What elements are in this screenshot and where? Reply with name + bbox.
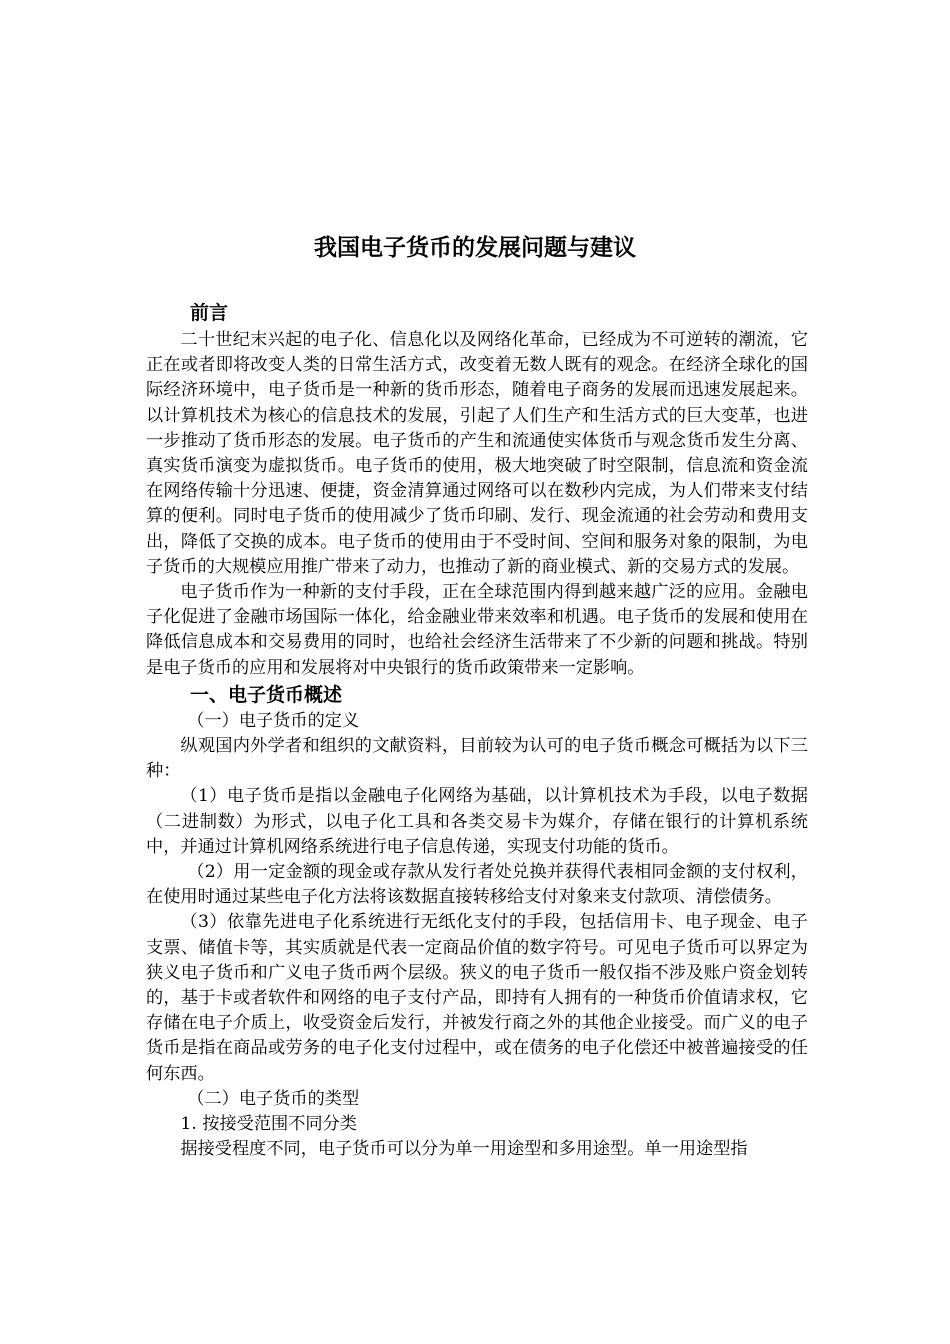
subsection-1-heading: （一）电子货币的定义 (187, 710, 360, 731)
definition-item-3: （3）依靠先进电子化系统进行无纸化支付的手段，包括信用卡、电子现金、电子支票、储值卡等，其实质就是代表一定商品价值的数字符号。可见电子货币可以界定为狭义电子货币和广义电子货币两个层级。狭义的电子货币一般仅指不涉及账户资金划转的，基于卡或者软件和网络的电子支付产品，即持有人拥有的一种货币价值请求权，它存储在电子介质上，收受资金后发行，并被发行商之外的其他企业接受。而广义的电子货币是指在商品或劳务的电子化支付过程中，或在债务的电子化偿还中被普遍接受的任何东西。 (146, 912, 808, 1084)
definition-item-1: （1）电子货币是指以金融电子化网络为基础，以计算机技术为手段，以电子数据（二进制数）为形式，以电子化工具和各类交易卡为媒介，存储在银行的计算机系统中，并通过计算机网络系统进行电子信息传递，实现支付功能的货币。 (146, 786, 808, 857)
section-1-heading: 一、电子货币概述 (190, 683, 343, 706)
classification-heading-1: 1. 按接受范围不同分类 (180, 1114, 357, 1135)
subsection-1-paragraph: 纵观国内外学者和组织的文献资料，目前较为认可的电子货币概念可概括为以下三种： (146, 736, 808, 782)
subsection-2-heading: （二）电子货币的类型 (187, 1088, 360, 1109)
preface-paragraph-2: 电子货币作为一种新的支付手段，正在全球范围内得到越来越广泛的应用。金融电子化促进了金融市场国际一体化，给金融业带来效率和机遇。电子货币的发展和使用在降低信息成本和交易费用的同时，也给社会经济生活带来了不少新的问题和挑战。特别是电子货币的应用和发展将对中央银行的货币政策带来一定影响。 (146, 582, 808, 678)
document-title: 我国电子货币的发展问题与建议 (314, 235, 636, 261)
definition-item-2: （2）用一定金额的现金或存款从发行者处兑换并获得代表相同金额的支付权利，在使用时通过某些电子化方法将该数据直接转移给支付对象来支付款项、清偿债务。 (146, 862, 808, 908)
classification-paragraph-1: 据接受程度不同，电子货币可以分为单一用途型和多用途型。单一用途型指 (180, 1139, 748, 1160)
preface-paragraph-1: 二十世纪末兴起的电子化、信息化以及网络化革命，已经成为不可逆转的潮流，它正在或者即将改变人类的日常生活方式，改变着无数人既有的观念。在经济全球化的国际经济环境中，电子货币是一种新的货币形态，随着电子商务的发展而迅速发展起来。以计算机技术为核心的信息技术的发展，引起了人们生产和生活方式的巨大变革，也进一步推动了货币形态的发展。电子货币的产生和流通使实体货币与观念货币发生分离、真实货币演变为虚拟货币。电子货币的使用，极大地突破了时空限制，信息流和资金流在网络传输十分迅速、便捷，资金清算通过网络可以在数秒内完成，为人们带来支付结算的便利。同时电子货币的使用减少了货币印刷、发行、现金流通的社会劳动和费用支出，降低了交换的成本。电子货币的使用由于不受时间、空间和服务对象的限制，为电子货币的大规模应用推广带来了动力，也推动了新的商业模式、新的交易方式的发展。 (146, 330, 808, 577)
document-body (146, 298, 808, 1163)
preface-heading: 前言 (190, 302, 229, 324)
